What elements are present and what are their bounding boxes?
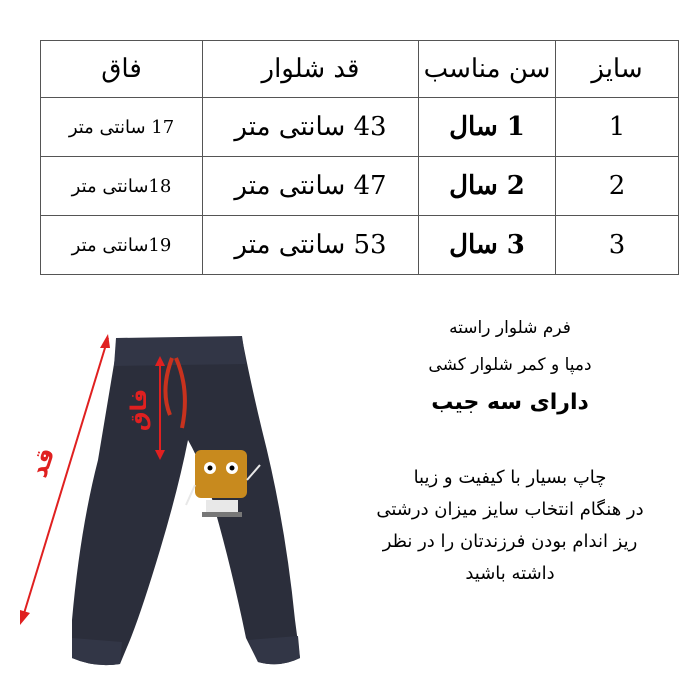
header-age: سن مناسب <box>419 41 556 98</box>
cell-size: 3 <box>556 216 679 275</box>
cell-length: 53 سانتی متر <box>203 216 419 275</box>
table-row <box>41 157 679 216</box>
header-hip: فاق <box>41 41 203 98</box>
cell-length: 47 سانتی متر <box>203 157 419 216</box>
feature-three-pockets: دارای سه جیب <box>431 390 589 415</box>
cell-hip: 17 سانتی متر <box>41 98 203 157</box>
advice-line: داشته باشید <box>465 563 555 584</box>
right-cuff <box>248 636 300 664</box>
table-row <box>41 216 679 275</box>
cell-hip: 18سانتی متر <box>41 157 203 216</box>
cell-length: 43 سانتی متر <box>203 98 419 157</box>
left-cuff <box>72 638 122 665</box>
advice-line: چاپ بسیار با کیفیت و زیبا <box>413 467 607 488</box>
table-row <box>41 98 679 157</box>
cell-age: 2 سال <box>419 157 556 216</box>
features-list <box>390 310 630 421</box>
cell-size: 2 <box>556 157 679 216</box>
cell-size: 1 <box>556 98 679 157</box>
pants-diagram <box>10 320 330 690</box>
header-length: قد شلوار <box>203 41 419 98</box>
size-advice <box>330 462 690 590</box>
hip-label: فاق <box>127 388 152 432</box>
table-header-row <box>41 41 679 98</box>
feature-straight-cut: فرم شلوار راسته <box>449 318 571 338</box>
advice-line: ریز اندام بودن فرزندتان را در نظر <box>382 531 638 552</box>
size-table <box>40 40 679 275</box>
cell-hip: 19سانتی متر <box>41 216 203 275</box>
advice-line: در هنگام انتخاب سایز میزان درشتی <box>376 499 644 520</box>
length-label: قد <box>24 444 61 481</box>
cell-age: 1 سال <box>419 98 556 157</box>
cell-age: 3 سال <box>419 216 556 275</box>
feature-elastic: دمپا و کمر شلوار کشی <box>428 355 592 375</box>
pants-image <box>10 320 330 690</box>
header-size: سایز <box>556 41 679 98</box>
waistband <box>114 336 246 366</box>
